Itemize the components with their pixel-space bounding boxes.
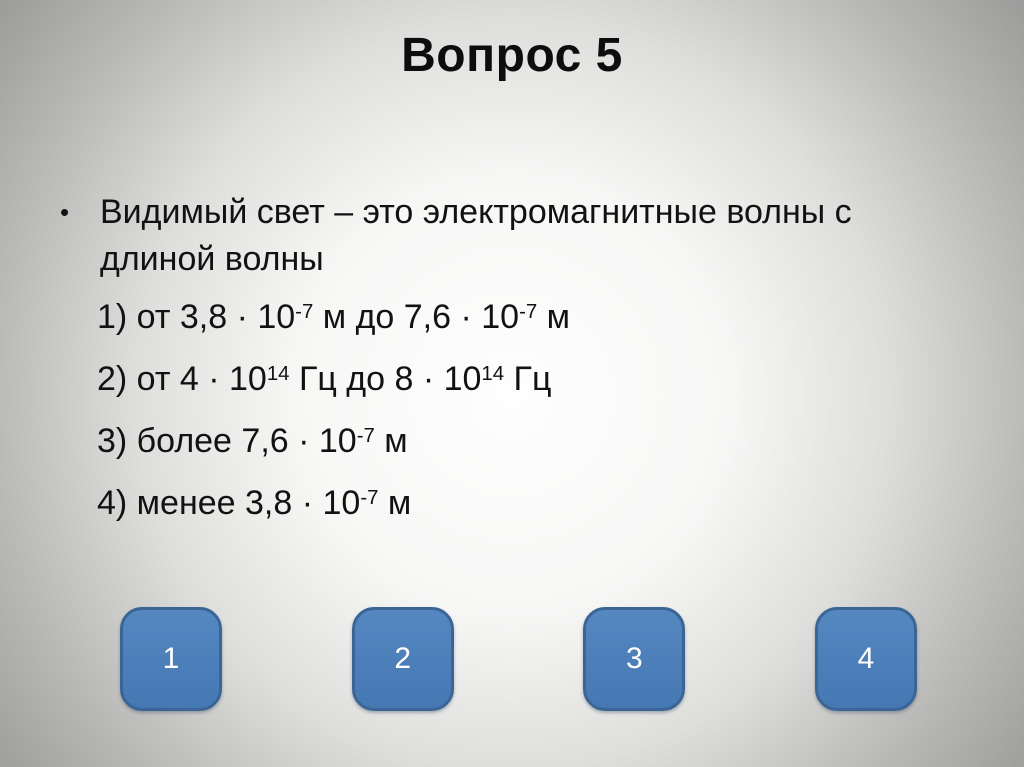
answer-button-3[interactable]: 3 bbox=[583, 607, 685, 711]
answer-button-1[interactable]: 1 bbox=[120, 607, 222, 711]
slide-title: Вопрос 5 bbox=[401, 29, 623, 82]
option-3-text: 3) более 7,6 · 10 bbox=[97, 422, 357, 460]
option-4-text: 4) менее 3,8 · 10 bbox=[97, 484, 361, 522]
option-1-text: м до 7,6 · 10 bbox=[313, 298, 520, 336]
option-3-superscript: -7 bbox=[356, 424, 375, 447]
option-2 bbox=[97, 356, 940, 408]
question-text bbox=[100, 189, 940, 283]
option-4-text: м bbox=[378, 484, 412, 522]
option-4 bbox=[97, 480, 940, 532]
option-1-superscript: -7 bbox=[295, 300, 314, 323]
question-line-2: длиной волны bbox=[100, 240, 324, 278]
option-2-superscript: 14 bbox=[481, 362, 505, 385]
question-bullet-row bbox=[60, 189, 940, 283]
option-1 bbox=[97, 294, 940, 346]
option-4-superscript: -7 bbox=[360, 486, 379, 509]
answer-button-2[interactable]: 2 bbox=[352, 607, 454, 711]
option-2-superscript: 14 bbox=[266, 362, 290, 385]
option-2-text: Гц bbox=[504, 360, 552, 398]
question-line-1: Видимый свет – это электромагнитные волны с bbox=[100, 193, 852, 231]
option-3-text: м bbox=[374, 422, 408, 460]
option-2-text: Гц до 8 · 10 bbox=[289, 360, 482, 398]
answer-button-4[interactable]: 4 bbox=[815, 607, 917, 711]
answer-buttons-row bbox=[120, 607, 917, 711]
option-1-superscript: -7 bbox=[519, 300, 538, 323]
options-list bbox=[60, 294, 940, 532]
option-3 bbox=[97, 418, 940, 470]
option-1-text: м bbox=[537, 298, 571, 336]
option-1-text: 1) от 3,8 · 10 bbox=[97, 298, 296, 336]
option-2-text: 2) от 4 · 10 bbox=[97, 360, 267, 398]
bullet-marker: • bbox=[60, 197, 70, 227]
question-block bbox=[60, 189, 940, 532]
